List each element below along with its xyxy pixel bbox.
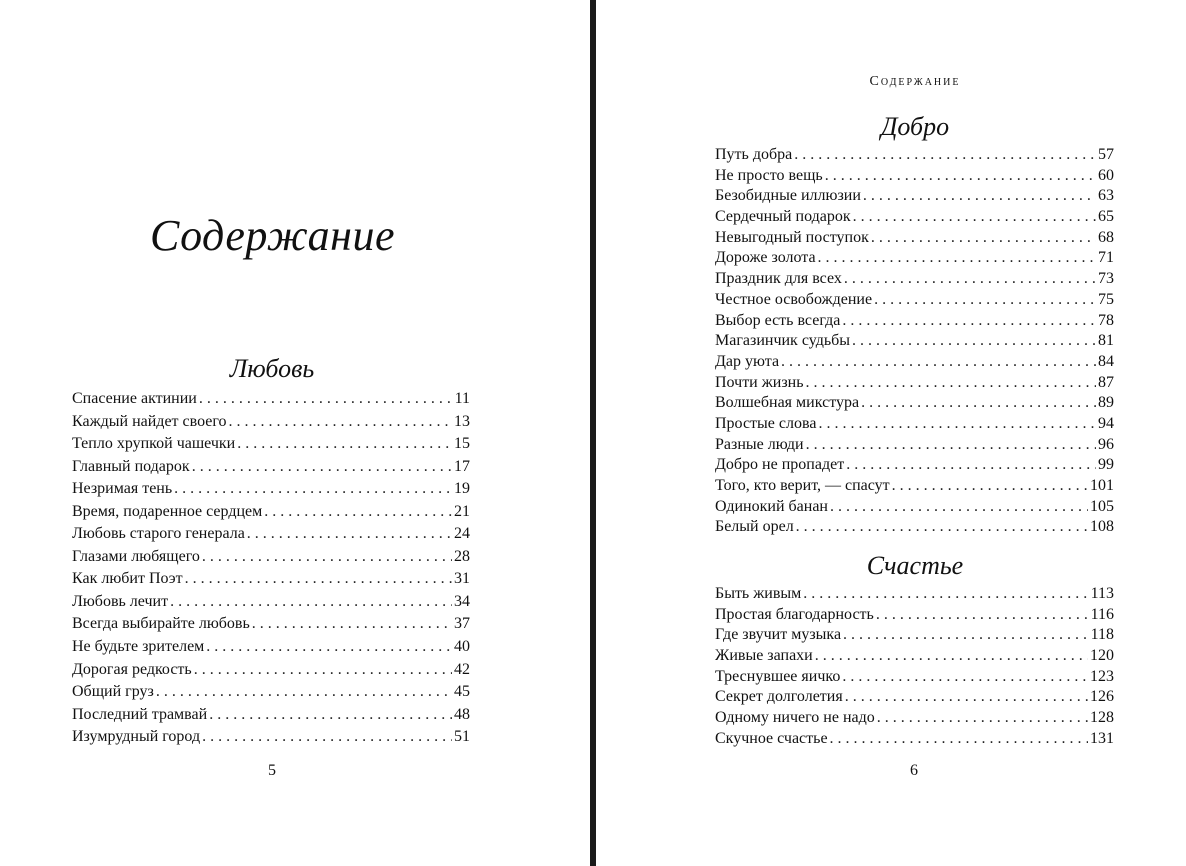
toc-entry-title: Безобидные иллюзии	[715, 187, 861, 205]
dot-leader	[202, 546, 452, 569]
toc-entry-page: 84	[1098, 352, 1114, 370]
dot-leader	[876, 605, 1089, 626]
toc-entry-page: 108	[1090, 518, 1114, 536]
toc-entry-page: 19	[454, 480, 470, 498]
toc-entry-title: Глазами любящего	[72, 547, 200, 565]
toc-entry-title: Разные люди	[715, 435, 804, 453]
toc-entry	[72, 636, 470, 659]
toc-list-love	[72, 388, 470, 749]
toc-entry-page: 75	[1098, 290, 1114, 308]
toc-entry-title: Изумрудный город	[72, 728, 201, 746]
toc-entry-page: 51	[454, 728, 470, 746]
dot-leader	[806, 373, 1096, 394]
toc-entry	[715, 455, 1114, 476]
toc-entry-page: 96	[1098, 435, 1114, 453]
toc-entry	[715, 605, 1114, 626]
dot-leader	[846, 455, 1096, 476]
dot-leader	[170, 591, 452, 614]
toc-entry-title: Как любит Поэт	[72, 570, 183, 588]
dot-leader	[796, 517, 1088, 538]
section-heading-happiness: Счастье	[866, 551, 964, 580]
toc-entry-title: Главный подарок	[72, 457, 190, 475]
toc-entry	[715, 248, 1114, 269]
toc-entry-title: Время, подаренное сердцем	[72, 502, 263, 520]
toc-entry	[715, 476, 1114, 497]
toc-entry	[715, 207, 1114, 228]
toc-entry-page: 71	[1098, 249, 1114, 267]
dot-leader	[209, 704, 452, 727]
toc-entry	[715, 228, 1114, 249]
toc-entry-page: 120	[1090, 647, 1114, 665]
toc-list-kindness	[715, 145, 1114, 538]
toc-entry-page: 15	[454, 435, 470, 453]
toc-entry-title: Последний трамвай	[72, 705, 208, 723]
toc-entry	[715, 729, 1114, 750]
toc-entry-title: Белый орел	[715, 518, 794, 536]
toc-entry-title: Того, кто верит, — спасут	[715, 477, 890, 494]
toc-entry	[715, 625, 1114, 646]
dot-leader	[247, 523, 452, 546]
toc-entry-title: Секрет долголетия	[715, 688, 843, 706]
dot-leader	[192, 456, 452, 479]
running-head: Содержание	[869, 74, 961, 89]
toc-entry-page: 89	[1098, 394, 1114, 412]
dot-leader	[202, 726, 452, 749]
toc-entry-title: Скучное счастье	[715, 729, 828, 747]
toc-entry-page: 48	[454, 705, 470, 723]
left-page	[0, 0, 590, 866]
dot-leader	[185, 568, 452, 591]
dot-leader	[842, 667, 1088, 688]
toc-entry	[72, 613, 470, 636]
toc-entry-page: 65	[1098, 208, 1114, 226]
toc-entry	[715, 311, 1114, 332]
toc-entry	[715, 687, 1114, 708]
toc-entry-page: 11	[454, 390, 470, 407]
toc-entry-title: Дороже золота	[715, 249, 816, 267]
toc-entry	[715, 290, 1114, 311]
page-title: Содержание	[149, 211, 395, 260]
toc-entry	[715, 646, 1114, 667]
toc-entry	[715, 667, 1114, 688]
toc-entry	[72, 681, 470, 704]
dot-leader	[845, 687, 1088, 708]
toc-entry-title: Добро не пропадет	[715, 456, 845, 474]
dot-leader	[194, 659, 452, 682]
dot-leader	[794, 145, 1096, 166]
toc-entry-page: 28	[454, 547, 470, 565]
dot-leader	[174, 478, 452, 501]
toc-entry-page: 31	[454, 570, 470, 588]
toc-entry-title: Быть живым	[715, 585, 802, 602]
toc-entry-title: Незримая тень	[72, 480, 173, 498]
toc-entry-title: Дорогая редкость	[72, 660, 192, 678]
dot-leader	[206, 636, 452, 659]
toc-entry	[72, 546, 470, 569]
toc-entry-title: Не будьте зрителем	[72, 638, 205, 656]
toc-entry	[715, 517, 1114, 538]
toc-entry-title: Простые слова	[715, 414, 817, 432]
dot-leader	[815, 646, 1088, 667]
page-number: 6	[910, 762, 918, 779]
toc-entry-page: 123	[1090, 667, 1114, 685]
toc-entry-page: 94	[1098, 414, 1114, 432]
toc-entry-page: 101	[1090, 477, 1114, 494]
toc-entry-page: 34	[454, 592, 470, 610]
toc-entry-page: 17	[454, 457, 470, 475]
dot-leader	[237, 433, 452, 456]
dot-leader	[156, 681, 452, 704]
toc-entry-title: Любовь лечит	[72, 592, 169, 610]
section-heading-kindness: Добро	[880, 112, 950, 141]
toc-entry	[72, 478, 470, 501]
toc-entry	[72, 501, 470, 524]
toc-entry	[715, 414, 1114, 435]
dot-leader	[825, 166, 1096, 187]
toc-entry	[72, 456, 470, 479]
dot-leader	[877, 708, 1088, 729]
toc-entry-title: Магазинчик судьбы	[715, 332, 851, 350]
dot-leader	[853, 207, 1096, 228]
dot-leader	[843, 625, 1089, 646]
toc-entry-title: Сердечный подарок	[715, 208, 851, 226]
dot-leader	[252, 613, 452, 636]
dot-leader	[818, 248, 1096, 269]
toc-entry-page: 116	[1090, 605, 1114, 623]
toc-entry-title: Каждый найдет своего	[72, 412, 227, 430]
toc-entry-title: Где звучит музыка	[715, 626, 842, 644]
dot-leader	[830, 729, 1088, 750]
toc-entry	[72, 726, 470, 749]
toc-entry-title: Невыгодный поступок	[715, 228, 869, 246]
dot-leader	[842, 311, 1096, 332]
toc-entry-page: 57	[1098, 146, 1114, 163]
toc-entry	[715, 145, 1114, 166]
dot-leader	[781, 352, 1096, 373]
toc-entry	[72, 659, 470, 682]
dot-leader	[229, 411, 452, 434]
toc-entry-title: Общий груз	[72, 683, 154, 701]
toc-entry-page: 81	[1098, 332, 1114, 350]
dot-leader	[806, 435, 1096, 456]
toc-entry-title: Почти жизнь	[715, 373, 804, 391]
dot-leader	[863, 186, 1096, 207]
toc-entry	[715, 269, 1114, 290]
toc-entry-title: Одному ничего не надо	[715, 709, 875, 727]
toc-entry-page: 99	[1098, 456, 1114, 474]
toc-entry-page: 73	[1098, 270, 1114, 288]
toc-entry-page: 13	[454, 412, 470, 430]
right-page	[596, 0, 1186, 866]
toc-entry-title: Спасение актинии	[72, 390, 197, 407]
toc-entry-page: 37	[454, 615, 470, 633]
toc-entry-title: Простая благодарность	[715, 605, 874, 623]
toc-entry	[72, 411, 470, 434]
toc-entry	[72, 523, 470, 546]
toc-entry	[715, 166, 1114, 187]
toc-entry-title: Волшебная микстура	[715, 394, 860, 412]
toc-entry-title: Выбор есть всегда	[715, 311, 841, 329]
toc-entry	[715, 352, 1114, 373]
dot-leader	[852, 331, 1096, 352]
section-heading-love: Любовь	[229, 354, 315, 383]
toc-entry-title: Любовь старого генерала	[72, 525, 245, 543]
toc-entry-page: 118	[1090, 626, 1114, 644]
toc-entry-page: 128	[1090, 709, 1114, 727]
toc-entry-title: Живые запахи	[715, 647, 813, 665]
dot-leader	[199, 388, 453, 411]
toc-entry-title: Не просто вещь	[715, 166, 823, 184]
toc-entry-page: 78	[1098, 311, 1114, 329]
page-number: 5	[268, 762, 276, 779]
toc-entry-title: Тепло хрупкой чашечки	[72, 435, 236, 453]
toc-list-happiness	[715, 584, 1114, 750]
toc-entry	[715, 708, 1114, 729]
toc-entry-page: 60	[1098, 166, 1114, 184]
toc-entry-page: 68	[1098, 228, 1114, 246]
toc-entry	[72, 704, 470, 727]
toc-entry	[715, 584, 1114, 605]
toc-entry-page: 131	[1090, 729, 1114, 747]
toc-entry-page: 113	[1090, 585, 1114, 602]
toc-entry-page: 105	[1090, 497, 1114, 515]
dot-leader	[818, 414, 1096, 435]
toc-entry	[715, 186, 1114, 207]
toc-entry-page: 42	[454, 660, 470, 678]
toc-entry-title: Одинокий банан	[715, 497, 828, 515]
toc-entry-page: 45	[454, 683, 470, 701]
toc-entry	[715, 373, 1114, 394]
toc-entry-page: 63	[1098, 187, 1114, 205]
dot-leader	[830, 497, 1088, 518]
toc-entry	[715, 497, 1114, 518]
toc-entry	[715, 435, 1114, 456]
dot-leader	[871, 228, 1096, 249]
toc-entry-page: 40	[454, 638, 470, 656]
dot-leader	[803, 584, 1088, 605]
toc-entry-title: Путь добра	[715, 146, 793, 163]
toc-entry-title: Честное освобождение	[715, 290, 873, 308]
toc-entry-page: 21	[454, 502, 470, 520]
toc-entry-title: Треснувшее яичко	[715, 667, 841, 685]
toc-entry-page: 87	[1098, 373, 1114, 391]
dot-leader	[264, 501, 452, 524]
dot-leader	[861, 393, 1096, 414]
toc-entry-title: Праздник для всех	[715, 270, 842, 288]
toc-entry-title: Всегда выбирайте любовь	[72, 615, 250, 633]
dot-leader	[844, 269, 1096, 290]
dot-leader	[874, 290, 1096, 311]
toc-entry	[72, 568, 470, 591]
toc-entry	[72, 433, 470, 456]
toc-entry	[72, 388, 470, 411]
toc-entry	[715, 393, 1114, 414]
toc-entry-page: 126	[1090, 688, 1114, 706]
toc-entry	[72, 591, 470, 614]
toc-entry-page: 24	[454, 525, 470, 543]
toc-entry	[715, 331, 1114, 352]
toc-entry-title: Дар уюта	[715, 352, 780, 370]
dot-leader	[892, 476, 1088, 497]
